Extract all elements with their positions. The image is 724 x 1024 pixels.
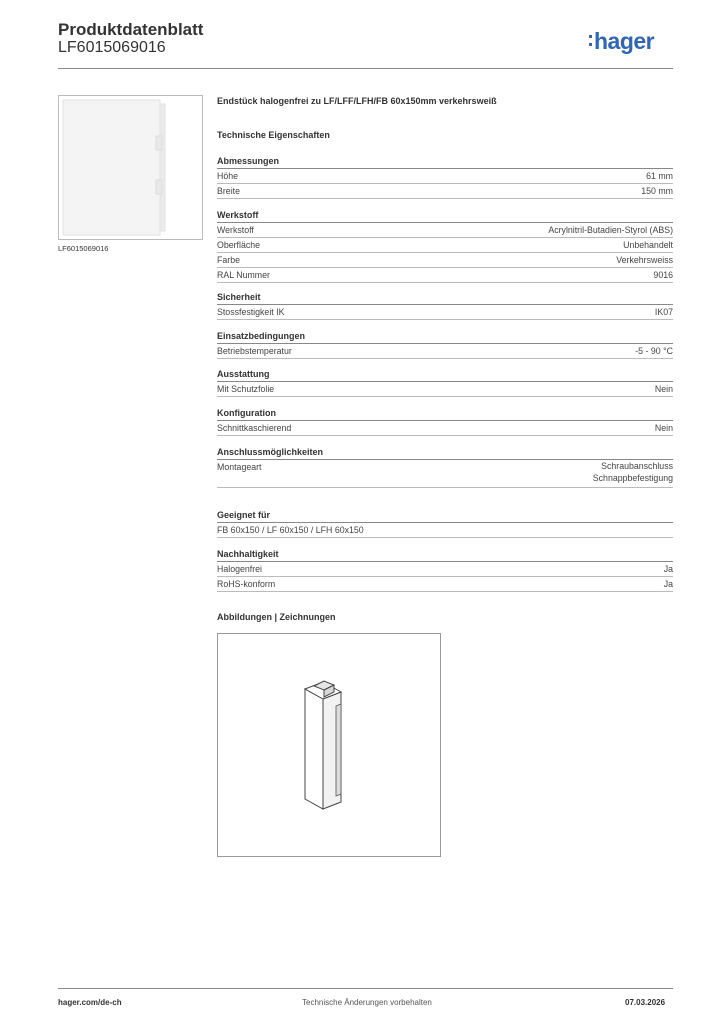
spec-label: Halogenfrei: [217, 564, 262, 574]
spec-label: Stossfestigkeit IK: [217, 307, 285, 317]
product-drawing: [217, 633, 441, 857]
spec-row: [217, 305, 673, 320]
spec-value: Ja: [663, 564, 673, 574]
spec-value: Nein: [654, 384, 673, 394]
section-anschlussmoeglichkeiten: [217, 445, 673, 488]
product-title: Endstück halogenfrei zu LF/LFF/LFH/FB 60x150mm verkehrsweiß: [217, 96, 497, 106]
section-ausstattung: [217, 367, 673, 397]
section-heading: Geeignet für: [217, 508, 673, 523]
spec-value: Schraubanschluss: [601, 461, 673, 471]
end-cap-thumbnail-icon: [59, 96, 202, 239]
spec-row: [217, 253, 673, 268]
spec-value: 150 mm: [641, 186, 673, 196]
spec-label: Höhe: [217, 171, 239, 181]
spec-value: Schnappbefestigung: [592, 473, 673, 483]
section-konfiguration: [217, 406, 673, 436]
spec-label: Montageart: [217, 462, 262, 472]
spec-value: -5 - 90 °C: [635, 346, 673, 356]
section-heading: Anschlussmöglichkeiten: [217, 445, 673, 460]
header-divider: [58, 68, 673, 69]
page-title: Produktdatenblatt: [58, 20, 204, 39]
section-heading: Sicherheit: [217, 290, 673, 305]
spec-row: [217, 268, 673, 283]
spec-row: [217, 577, 673, 592]
suitable-for-text: FB 60x150 / LF 60x150 / LFH 60x150: [217, 525, 364, 535]
spec-label: Farbe: [217, 255, 240, 265]
section-sicherheit: [217, 290, 673, 320]
spec-row: [217, 460, 673, 488]
spec-label: Werkstoff: [217, 225, 254, 235]
footer-website-link[interactable]: hager.com/de-ch: [58, 998, 122, 1007]
spec-value: Ja: [663, 579, 673, 589]
section-heading: Nachhaltigkeit: [217, 547, 673, 562]
spec-row: [217, 421, 673, 436]
spec-value: 9016: [653, 270, 673, 280]
spec-value: Nein: [654, 423, 673, 433]
hager-logo: hager: [594, 28, 655, 54]
section-einsatzbedingungen: [217, 329, 673, 359]
section-heading: Ausstattung: [217, 367, 673, 382]
spec-label: Breite: [217, 186, 240, 196]
spec-row: [217, 184, 673, 199]
spec-row: [217, 523, 673, 538]
spec-row: [217, 344, 673, 359]
section-heading: Abbildungen | Zeichnungen: [217, 612, 336, 622]
spec-label: RoHS-konform: [217, 579, 276, 589]
spec-label: Betriebstemperatur: [217, 346, 292, 356]
section-geeignet-fuer: [217, 508, 673, 538]
section-abmessungen: [217, 154, 673, 199]
spec-label: Oberfläche: [217, 240, 261, 250]
spec-value: IK07: [654, 307, 673, 317]
product-thumbnail: [58, 95, 203, 240]
section-abbildungen: [217, 612, 673, 622]
spec-row: [217, 223, 673, 238]
section-heading: Werkstoff: [217, 208, 673, 223]
spec-row: [217, 562, 673, 577]
section-heading: Abmessungen: [217, 154, 673, 169]
footer-notice: Technische Änderungen vorbehalten: [302, 998, 432, 1007]
spec-label: Schnittkaschierend: [217, 423, 292, 433]
logo-dots: [589, 35, 592, 51]
footer-date: 07.03.2026: [625, 998, 666, 1007]
spec-value: Acrylnitril-Butadien-Styrol (ABS): [548, 225, 673, 235]
spec-label: Mit Schutzfolie: [217, 384, 275, 394]
spec-row: [217, 238, 673, 253]
spec-value-list: [593, 460, 673, 484]
thumbnail-caption: LF6015069016: [58, 244, 109, 253]
footer-divider: [58, 988, 673, 989]
section-werkstoff: [217, 208, 673, 283]
technical-properties-heading: Technische Eigenschaften: [217, 130, 330, 140]
end-cap-drawing-icon: [218, 634, 440, 856]
section-nachhaltigkeit: [217, 547, 673, 592]
spec-value: Unbehandelt: [623, 240, 673, 250]
spec-row: [217, 382, 673, 397]
section-heading: Einsatzbedingungen: [217, 329, 673, 344]
article-number: LF6015069016: [58, 39, 166, 56]
spec-value: Verkehrsweiss: [616, 255, 673, 265]
spec-label: RAL Nummer: [217, 270, 270, 280]
spec-value: 61 mm: [646, 171, 673, 181]
section-heading: Konfiguration: [217, 406, 673, 421]
spec-row: [217, 169, 673, 184]
